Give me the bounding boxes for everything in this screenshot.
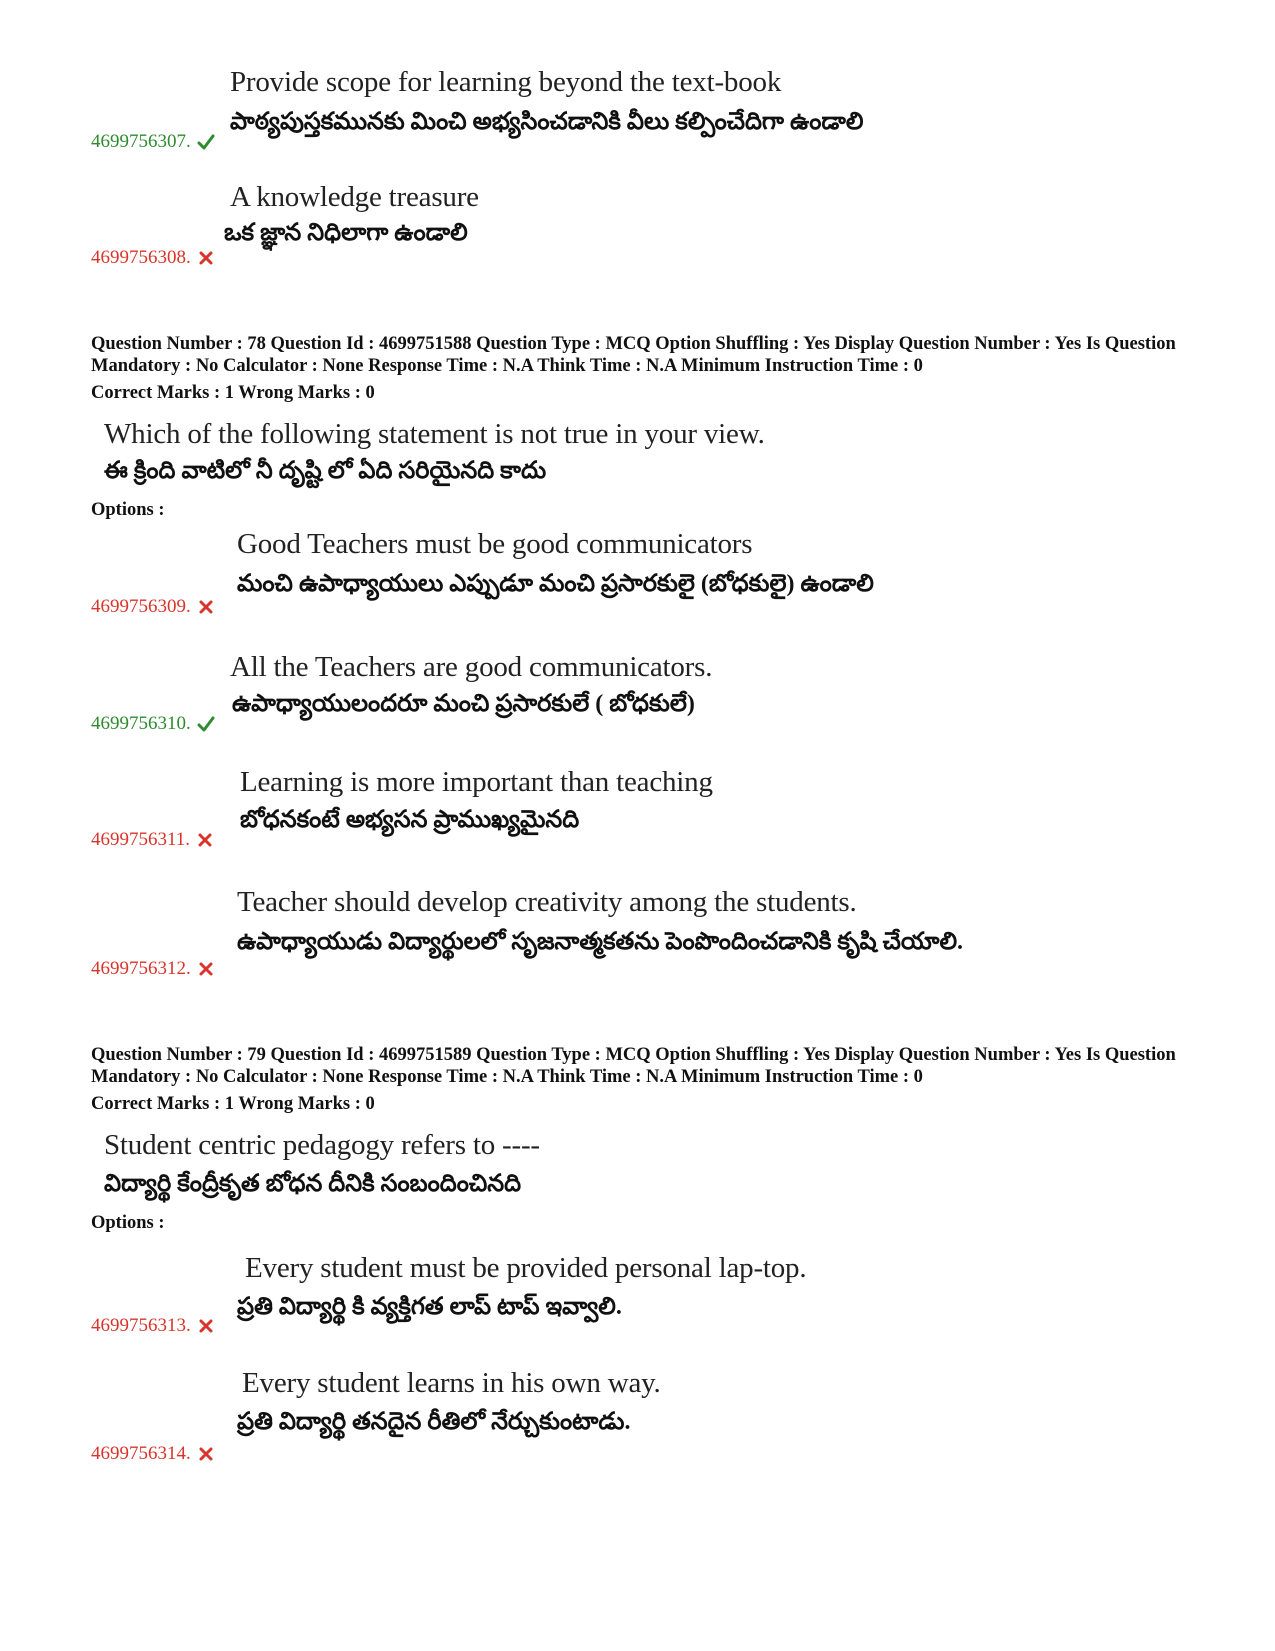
option-text-te: బోధనకంటే అభ్యసన ప్రాముఖ్యమైనది — [240, 807, 580, 833]
option-id: 4699756314. — [91, 1443, 191, 1464]
option-text-en: Teacher should develop creativity among the students. — [237, 886, 857, 918]
option-text-te: పాఠ్యపుస్తకమునకు మించి అభ్యసించడానికి వీలు కల్పించేదిగా ఉండాలి — [230, 109, 864, 135]
option-id-wrong — [91, 958, 215, 980]
question-text-te: ఈ క్రింది వాటిలో నీ దృష్టి లో ఏది సరియైనది కాదు — [104, 458, 547, 484]
cross-icon — [197, 599, 215, 615]
question-text-te: విద్యార్థి కేంద్రీకృత బోధన దీనికి సంబందించినది — [104, 1171, 522, 1197]
option-text-te: ప్రతి విద్యార్థి కి వ్యక్తిగత లాప్ టాప్ ఇవ్వాలి. — [237, 1294, 622, 1320]
cross-icon — [196, 832, 214, 848]
question-marks: Correct Marks : 1 Wrong Marks : 0 — [91, 383, 375, 403]
option-text-te: ప్రతి విద్యార్థి తనదైన రీతిలో నేర్చుకుంటాడు. — [237, 1409, 631, 1435]
option-id: 4699756312. — [91, 958, 191, 979]
cross-icon — [197, 1446, 215, 1462]
cross-icon — [197, 1318, 215, 1334]
option-text-en: Good Teachers must be good communicators — [237, 528, 753, 560]
options-label: Options : — [91, 500, 165, 520]
question-text-en: Student centric pedagogy refers to ---- — [104, 1129, 540, 1161]
options-label: Options : — [91, 1213, 165, 1233]
option-id: 4699756307. — [91, 131, 191, 152]
option-id: 4699756308. — [91, 247, 191, 268]
check-icon — [197, 134, 215, 150]
option-id: 4699756313. — [91, 1315, 191, 1336]
option-text-en: All the Teachers are good communicators. — [230, 651, 713, 683]
option-text-te: ఉపాధ్యాయులందరూ మంచి ప్రసారకులే ( బోధకులే) — [232, 691, 695, 717]
question-meta: Question Number : 79 Question Id : 4699751589 Question Type : MCQ Option Shuffling : Yes Display Question Number : Yes Is Question Mandatory : No Calculator : None Response Time : N.A Think Time : N.A Minimum Instruction Time : 0 — [91, 1045, 1176, 1087]
option-text-en: Every student must be provided personal lap-top. — [245, 1252, 807, 1284]
option-id-correct — [91, 713, 215, 735]
question-meta: Question Number : 78 Question Id : 4699751588 Question Type : MCQ Option Shuffling : Yes Display Question Number : Yes Is Question Mandatory : No Calculator : None Response Time : N.A Think Time : N.A Minimum Instruction Time : 0 — [91, 334, 1176, 376]
option-text-te: మంచి ఉపాధ్యాయులు ఎప్పుడూ మంచి ప్రసారకులై (బోధకులై) ఉండాలి — [237, 571, 874, 597]
option-id-wrong — [91, 596, 215, 618]
option-id-correct — [91, 131, 215, 153]
option-id-wrong — [91, 1315, 215, 1337]
option-text-te: ఒక జ్ఞాన నిధిలాగా ఉండాలి — [224, 220, 468, 246]
check-icon — [197, 716, 215, 732]
question-text-en: Which of the following statement is not true in your view. — [104, 418, 765, 450]
cross-icon — [197, 961, 215, 977]
cross-icon — [197, 250, 215, 266]
question-marks: Correct Marks : 1 Wrong Marks : 0 — [91, 1094, 375, 1114]
option-id-wrong — [91, 829, 214, 851]
option-id: 4699756309. — [91, 596, 191, 617]
option-text-te: ఉపాధ్యాయుడు విద్యార్థులలో సృజనాత్మకతను పెంపొందించడానికి కృషి చేయాలి. — [237, 929, 964, 955]
option-id-wrong — [91, 1443, 215, 1465]
option-text-en: Learning is more important than teaching — [240, 766, 713, 798]
option-id-wrong — [91, 247, 215, 269]
option-text-en: Provide scope for learning beyond the text-book — [230, 66, 782, 98]
option-id: 4699756311. — [91, 829, 191, 850]
option-id: 4699756310. — [91, 713, 191, 734]
option-text-en: A knowledge treasure — [230, 181, 479, 213]
option-text-en: Every student learns in his own way. — [242, 1367, 661, 1399]
